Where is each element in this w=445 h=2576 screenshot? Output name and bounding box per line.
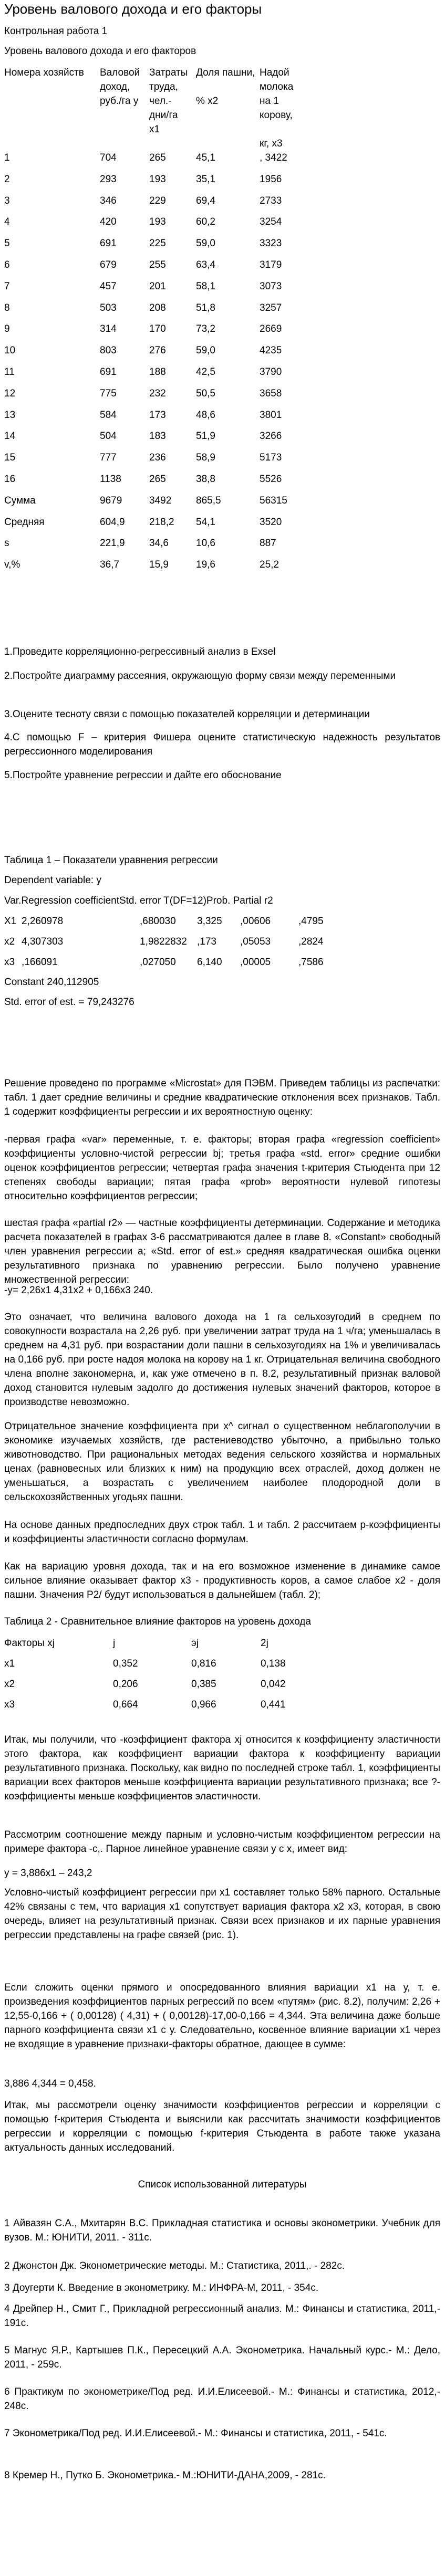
table-cell: 775 <box>100 388 117 399</box>
table-cell: 7 <box>4 281 10 292</box>
table-caption: Уровень валового дохода и его факторов <box>4 46 196 57</box>
regression-cell: ,05053 <box>240 936 271 947</box>
table-cell: 457 <box>100 281 117 292</box>
reference-6: 6 Практикум по эконометрике/Под ред. И.И.Елисеевой.- М.: Финансы и статистика, 2012,- 248с. <box>4 2386 440 2412</box>
elasticity-cell: x2 <box>4 1679 15 1690</box>
elasticity-cell: 0,352 <box>113 1658 138 1669</box>
table-cell: 236 <box>149 452 166 463</box>
regression-cell: 4,307303 <box>22 936 64 947</box>
table-cell: 25,2 <box>260 559 279 570</box>
table-cell: 584 <box>100 410 117 421</box>
table-cell: 221,9 <box>100 538 125 549</box>
table-header-cell: Номера хозяйств <box>4 67 84 78</box>
table-cell: 3266 <box>260 431 282 442</box>
table-cell: Сумма <box>4 495 36 506</box>
conclusion-paragraph-3: Условно-чистый коэффициент регрессии при х1 составляет только 58% парного. Остальные 42% связаны с тем, что вариация х1 сопутствует вариация фактора х2 х3, которая, в свою очередь, влияет на результативный признак. Связи всех признаков и их парные уравнения регрессии представлены на графе связей (рис. 1). <box>4 1887 440 1941</box>
elasticity-cell: 0,138 <box>261 1658 286 1669</box>
table-cell: 3073 <box>260 281 282 292</box>
table-cell: 504 <box>100 431 117 442</box>
paragraph-4: -y= 2,26x1 4,31x2 + 0,166x3 240. <box>4 1285 153 1296</box>
reference-8: 8 Кремер Н., Путко Б. Эконометрика.- М.:ЮНИТИ-ДАНА,2009, - 281с. <box>4 2470 326 2481</box>
task-3: 3.Оцените тесноту связи с помощью показателей корреляции и детерминации <box>4 709 370 720</box>
table-cell: v,% <box>4 559 20 570</box>
table-header-cell: кг, х3 <box>260 138 283 149</box>
regression-cell: 1,9822832 <box>140 936 187 947</box>
regression-cell: x2 <box>4 936 15 947</box>
table-cell: 691 <box>100 238 117 249</box>
conclusion-paragraph-2: Рассмотрим соотношение между парным и условно-чистым коэффициентом регрессии на примере фактора -с,. Парное линейное уравнение связи у с х, имеет вид: <box>4 1829 440 1855</box>
regression-std-error: Std. error of est. = 79,243276 <box>4 997 134 1008</box>
table-header-cell: доход, <box>100 81 130 92</box>
table-cell: 420 <box>100 216 117 227</box>
paragraph-1: Решение проведено по программе «Microstat» для ПЭВМ. Приведем таблицы из распечатки: табл. 1 дает средние величины и средние квадратические отклонения всех признаков. Табл. 1 содержит коэффициенты регрессии и их вероятностную оценку: <box>4 1078 440 1117</box>
regression-cell: ,2824 <box>298 936 324 947</box>
regression-cell: ,00606 <box>240 916 271 927</box>
reference-4: 4 Дрейпер Н., Смит Г., Прикладной регрессионный анализ. М.: Финансы и статистика, 2011,- 191с. <box>4 2303 440 2329</box>
regression-cell: ,7586 <box>298 957 324 968</box>
table-cell: 193 <box>149 216 166 227</box>
table-cell: 12 <box>4 388 16 399</box>
table-cell: 10,6 <box>196 538 215 549</box>
elasticity-cell: 0,042 <box>261 1679 286 1690</box>
table-cell: 193 <box>149 174 166 185</box>
elasticity-caption: Таблица 2 - Сравнительное влияние факторов на уровень дохода <box>4 1616 311 1627</box>
table-header-cell: Затраты <box>149 67 188 78</box>
table-cell: 208 <box>149 302 166 313</box>
table-cell: 4 <box>4 216 10 227</box>
table-cell: 276 <box>149 345 166 356</box>
table-cell: 73,2 <box>196 323 215 334</box>
elasticity-cell: 0,664 <box>113 1699 138 1710</box>
paragraph-8: Как на вариацию уровня дохода, так и на его возможное изменение в динамике самое сильное влияние оказывает фактор х3 - продуктивность коров, а самое слабое х2 - доля пашни. Значения Р2/ будут использоваться в дальнейшем (табл. 2); <box>4 1561 440 1600</box>
table-cell: 14 <box>4 431 16 442</box>
table-cell: 11 <box>4 366 15 378</box>
table-cell: 8 <box>4 302 10 313</box>
table-cell: 3658 <box>260 388 282 399</box>
regression-header: Var.Regression coefficientStd. error T(DF=12)Prob. Partial r2 <box>4 895 273 906</box>
table-cell: 887 <box>260 538 276 549</box>
regression-equation: y = 3,886x1 – 243,2 <box>4 1868 92 1879</box>
elasticity-cell: 0,441 <box>261 1699 286 1710</box>
table-cell: 5 <box>4 238 10 249</box>
table-cell: 691 <box>100 366 117 378</box>
table-cell: 59,0 <box>196 238 215 249</box>
table-header-cell: корову, <box>260 110 293 121</box>
table-cell: 1138 <box>100 474 121 485</box>
table-cell: 2669 <box>260 323 282 334</box>
table-cell: 183 <box>149 431 166 442</box>
table-cell: 38,8 <box>196 474 215 485</box>
reference-2: 2 Джонстон Дж. Эконометрические методы. М.: Статистика, 2011,. - 282с. <box>4 2260 345 2271</box>
table-cell: 255 <box>149 259 166 270</box>
table-cell: 170 <box>149 323 166 334</box>
table-header-cell: на 1 <box>260 96 279 107</box>
table-cell: , 3422 <box>260 152 287 163</box>
regression-constant: Constant 240,112905 <box>4 977 99 988</box>
table-cell: 503 <box>100 302 117 313</box>
table-cell: 51,9 <box>196 431 215 442</box>
table-cell: 50,5 <box>196 388 215 399</box>
table-cell: 314 <box>100 323 117 334</box>
table-cell: 2733 <box>260 195 282 206</box>
table-cell: 9 <box>4 323 10 334</box>
paragraph-7: На основе данных предпоследних двух строк табл. 1 и табл. 2 рассчитаем р-коэффициенты и коэффициенты эластичности согласно формулам. <box>4 1520 440 1545</box>
regression-cell: ,680030 <box>140 916 176 927</box>
paragraph-5: Это означает, что величина валового дохода на 1 га сельхозугодий в среднем по совокупности возрастала на 2,26 руб. при увеличении затрат труда на 1 ч/га; уменьшалась в среднем на 4,31 руб. при возрастании доли пашни в сельхозугодиях на 1% и увеличивалась на 0,166 руб. при росте надоя молока на корову на 1 кг. Отрицательная величина свободного члена вполне закономерна, и, как уже отмечено в п. 8.2, результативный признак валовой доход становится нулевым задолго до достижения нулевых значений факторов, которое в производстве невозможно. <box>4 1312 440 1408</box>
table-header-cell: % х2 <box>196 96 219 107</box>
table-header-cell: Валовой <box>100 67 140 78</box>
table-cell: 15,9 <box>149 559 169 570</box>
reference-1: 1 Айвазян С.А., Мхитарян В.С. Прикладная статистика и основы эконометрики. Учебник для вузов. М.: ЮНИТИ, 2011. - 311c. <box>4 2218 440 2243</box>
table-cell: 59,0 <box>196 345 215 356</box>
table-cell: 3254 <box>260 216 282 227</box>
conclusion-paragraph-5: Итак, мы рассмотрели оценку значимости коэффициентов регрессии и корреляции с помощью f-критерия Стьюдента и выяснили как рассчитать значимости коэффициентов регрессии и корреляции с помощью f-критерия Стьюдента в работе также указана актуальность данных исследований. <box>4 2100 440 2153</box>
table-cell: 45,1 <box>196 152 215 163</box>
table-cell: 6 <box>4 259 10 270</box>
reference-7: 7 Эконометрика/Под ред. И.И.Елисеевой.- М.: Финансы и статистика, 2011, - 541с. <box>4 2428 387 2439</box>
table-cell: 604,9 <box>100 517 125 528</box>
paragraph-6: Отрицательное значение коэффициента при х^ сигнал о существенном неблагополучии в экономике изучаемых хозяйств, где растениеводство убыточно, а прибыльно только животноводство. При рациональных методах ведения сельского хозяйства и нормальных ценах (равновесных или близких к ним) на продукцию всех отраслей, доход должен не уменьшаться, а возрастать с увеличением наиболее плодородной доли в сельскохозяйственных угодьях пашни. <box>4 1421 440 1503</box>
table-cell: 1 <box>4 152 10 163</box>
table-header-cell: Доля пашни, <box>196 67 255 78</box>
task-2: 2.Постройте диаграмму рассеяния, окружающую форму связи между переменными <box>4 671 396 682</box>
conclusion-paragraph-1: Итак, мы получили, что -коэффициент фактора xj относится к коэффициенту эластичности этого фактора, как коэффициент вариации фактора к коэффициенту вариации результативного признака. Поскольку, как видно по последней строке табл. 1, коэффициенты вариации всех факторов меньше коэффициента вариации результативного признака; все ?-коэффициенты меньше коэффициентов эластичности. <box>4 1734 440 1802</box>
elasticity-header-cell: эj <box>191 1638 199 1649</box>
table-cell: 293 <box>100 174 117 185</box>
table-cell: 2 <box>4 174 10 185</box>
task-5: 5.Постройте уравнение регрессии и дайте его обоснование <box>4 770 282 781</box>
regression-cell: x3 <box>4 957 15 968</box>
table-cell: 232 <box>149 388 166 399</box>
table-cell: 218,2 <box>149 517 174 528</box>
regression-cell: ,4795 <box>298 916 324 927</box>
table-cell: 35,1 <box>196 174 215 185</box>
table-cell: 265 <box>149 152 166 163</box>
table-cell: 777 <box>100 452 117 463</box>
table-cell: 16 <box>4 474 16 485</box>
conclusion-paragraph-4: Если сложить оценки прямого и опосредованного влияния вариации х1 на у, т. е. произведения коэффициентов парных регрессий по всем «путям» (рис. 8.2), получим: 2,26 + 12,55-0,166 + ( 0,00128) ( 4,31) + ( 0,00128)-17,00-0,166 = 4,344. Эта величина даже больше парного коэффициента связи х1 с у. Следовательно, косвенное влияние вариации х1 через не входящие в уравнение признаки-факторы обратное, дающее в сумме: <box>4 1982 440 2050</box>
table-cell: 229 <box>149 195 166 206</box>
table-cell: 173 <box>149 410 166 421</box>
table-cell: 42,5 <box>196 366 215 378</box>
regression-cell: 6,140 <box>197 957 222 968</box>
table-cell: 3179 <box>260 259 282 270</box>
regression-cell: 3,325 <box>197 916 222 927</box>
table-cell: Средняя <box>4 517 45 528</box>
table-cell: 201 <box>149 281 166 292</box>
elasticity-cell: 0,966 <box>191 1699 216 1710</box>
document-title: Уровень валового дохода и его факторы <box>4 1 262 17</box>
table-cell: 3323 <box>260 238 282 249</box>
table-header-cell: дни/га <box>149 110 178 121</box>
table-cell: 225 <box>149 238 166 249</box>
table-cell: 56315 <box>260 495 287 506</box>
reference-5: 5 Магнус Я.Р., Картышев П.К., Пересецкий А.А. Эконометрика. Начальный курс.- М.: Дело, 2011, - 259с. <box>4 2345 440 2370</box>
table-cell: 34,6 <box>149 538 169 549</box>
references-title: Список использованной литературы <box>138 2179 307 2190</box>
regression-cell: ,173 <box>197 936 216 947</box>
table-cell: 58,1 <box>196 281 215 292</box>
table-cell: s <box>4 538 9 549</box>
table-cell: 704 <box>100 152 117 163</box>
table-header-cell: молока <box>260 81 294 92</box>
document-subtitle: Контрольная работа 1 <box>4 26 108 37</box>
regression-cell: ,027050 <box>140 957 176 968</box>
table-cell: 19,6 <box>196 559 215 570</box>
table-cell: 60,2 <box>196 216 215 227</box>
table-cell: 48,6 <box>196 410 215 421</box>
table-cell: 5173 <box>260 452 282 463</box>
table-cell: 803 <box>100 345 117 356</box>
table-cell: 58,9 <box>196 452 215 463</box>
task-4: 4.С помощью F – критерия Фишера оцените статистическую надежность результатов регрессионного моделирования <box>4 732 440 757</box>
table-cell: 3492 <box>149 495 172 506</box>
table-cell: 36,7 <box>100 559 119 570</box>
elasticity-header-cell: 2j <box>261 1638 268 1649</box>
table-cell: 265 <box>149 474 166 485</box>
elasticity-cell: 0,206 <box>113 1679 138 1690</box>
paragraph-2: -первая графа «var» переменные, т. е. факторы; вторая графа «regression coefficient» коэффициенты условно-чистой регрессии bj; третья графа «std. error» средние ошибки оценок коэффициентов регрессии; четвертая графа значения t-критерия Стьюдента при 12 степенях свободы вариации; пятая графа «prob» вероятности нулевой гипотезы относительно коэффициентов регрессии; <box>4 1134 440 1202</box>
elasticity-cell: 0,816 <box>191 1658 216 1669</box>
table-cell: 3520 <box>260 517 282 528</box>
table-cell: 679 <box>100 259 117 270</box>
table-cell: 3257 <box>260 302 282 313</box>
table-cell: 13 <box>4 410 16 421</box>
dependent-variable: Dependent variable: y <box>4 875 101 886</box>
table-header-cell: руб./га у <box>100 96 139 107</box>
table-cell: 5526 <box>260 474 282 485</box>
table-cell: 3801 <box>260 410 282 421</box>
factors-table <box>4 66 440 635</box>
elasticity-header-cell: j <box>113 1638 116 1649</box>
table-cell: 63,4 <box>196 259 215 270</box>
table-cell: 346 <box>100 195 117 206</box>
task-1: 1.Проведите корреляционно-регрессивный анализ в Exsel <box>4 646 276 657</box>
table-cell: 3790 <box>260 366 282 378</box>
elasticity-cell: 0,385 <box>191 1679 216 1690</box>
table-cell: 865,5 <box>196 495 221 506</box>
regression-cell: ,00005 <box>240 957 271 968</box>
paragraph-3: шестая графа «partial r2» — частные коэффициенты детерминации. Содержание и методика расчета показателей в графах 3-6 рассматриваются далее в главе 8. «Constant» свободный член уравнения регрессии a; «Std. error of est.» средняя квадратическая ошибка оценки результативного признака по уравнению регрессии. Было получено уравнение множественной регрессии: <box>4 1218 440 1285</box>
regression-cell: ,166091 <box>22 957 58 968</box>
conclusion-result: 3,886 4,344 = 0,458. <box>4 2078 96 2089</box>
table-cell: 3 <box>4 195 10 206</box>
regression-caption: Таблица 1 – Показатели уравнения регрессии <box>4 855 218 866</box>
table-cell: 10 <box>4 345 16 356</box>
table-header-cell: х1 <box>149 124 160 135</box>
regression-cell: 2,260978 <box>22 916 64 927</box>
elasticity-cell: x1 <box>4 1658 15 1669</box>
table-cell: 54,1 <box>196 517 215 528</box>
table-cell: 15 <box>4 452 16 463</box>
regression-cell: X1 <box>4 916 17 927</box>
table-cell: 1956 <box>260 174 282 185</box>
table-cell: 188 <box>149 366 166 378</box>
table-cell: 69,4 <box>196 195 215 206</box>
table-cell: 4235 <box>260 345 282 356</box>
reference-3: 3 Доугерти К. Введение в эконометрику. М.: ИНФРА-М, 2011, - 354с. <box>4 2282 319 2294</box>
table-header-cell: чел.- <box>149 96 172 107</box>
table-cell: 51,8 <box>196 302 215 313</box>
elasticity-header-cell: Факторы xj <box>4 1638 55 1649</box>
table-cell: 9679 <box>100 495 122 506</box>
elasticity-cell: x3 <box>4 1699 15 1710</box>
table-header-cell: Надой <box>260 67 289 78</box>
table-header-cell: труда, <box>149 81 178 92</box>
